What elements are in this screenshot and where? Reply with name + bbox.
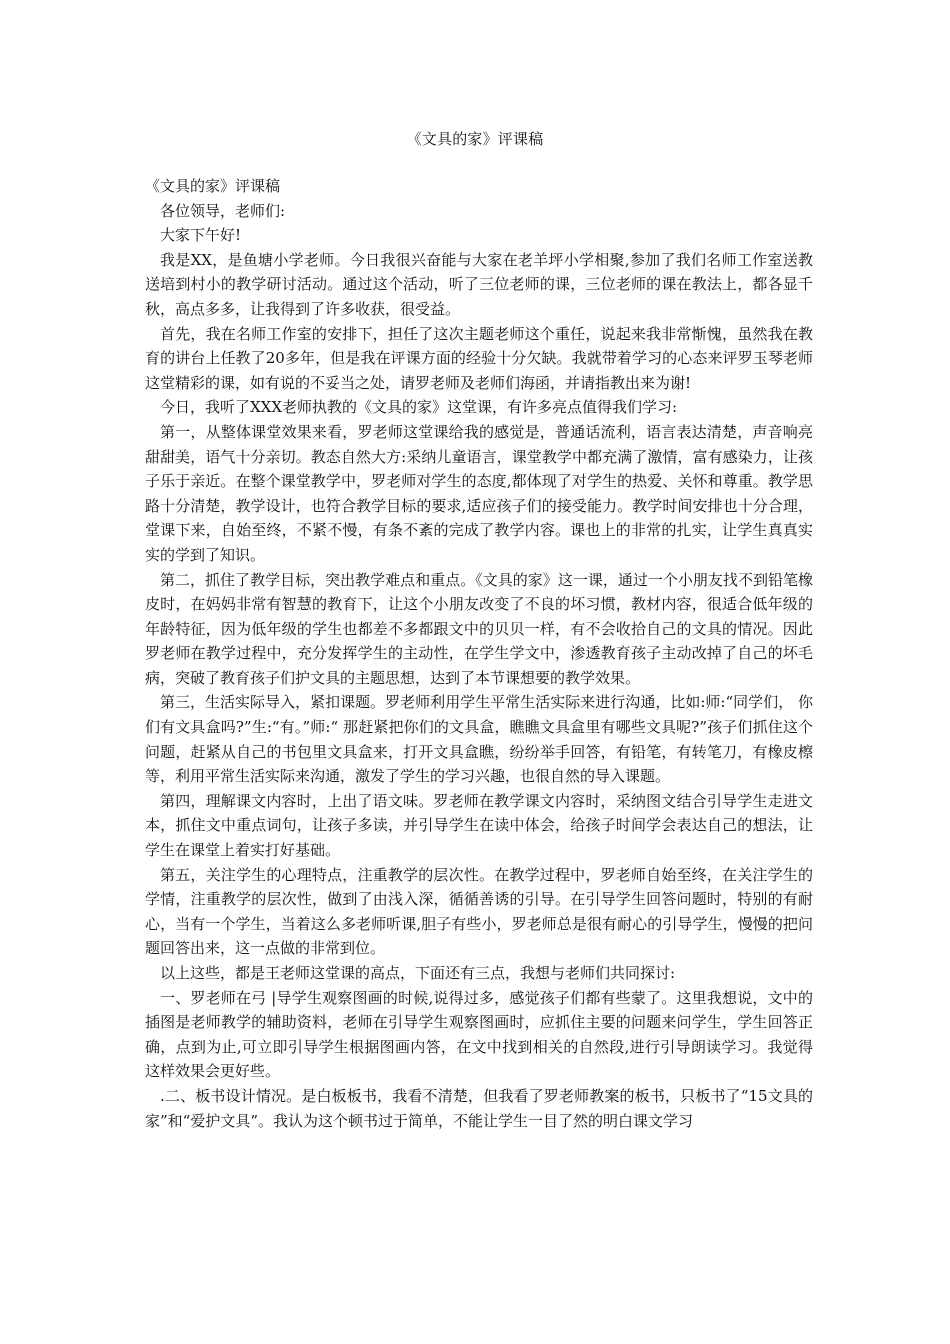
body-paragraph: 第四，理解课文内容时，上出了语文味。罗老师在教学课文内容时，采纳图文结合引导学生走进文本，抓住文中重点词句，让孩子多读，并引导学生在读中体会，给孩子时间学会表达自己的想法，让学生在课堂上着实打好基础。 [145,791,813,860]
body-paragraph: 一、罗老师在弓 |导学生观察图画的时候,说得过多，感觉孩子们都有些蒙了。这里我想说，文中的插图是老师教学的辅助资料，老师在引导学生观察图画时，应抓住主要的问题来问学生，学生回答正确，点到为止,可立即引导学生根据图画内答，在文中找到相关的自然段,进行引导朗读学习。我觉得这样效果会更好些。 [145,988,813,1081]
body-paragraph: 第五，关注学生的心理特点，注重教学的层次性。在教学过程中，罗老师自始至终，在关注学生的学情，注重教学的层次性，做到了由浅入深，循循善诱的引导。在引导学生回答问题时，特别的有耐心，当有一个学生，当着这么多老师听课,胆子有些小，罗老师总是很有耐心的引导学生，慢慢的把问题回答出来，这一点做的非常到位。 [145,865,813,958]
body-paragraph: 以上这些，都是王老师这堂课的高点，下面还有三点，我想与老师们共同探讨: [160,964,676,982]
body-paragraph: .二、板书设计情况。是白板板书，我看不清楚，但我看了罗老师教案的板书，只板书了“15文具的家”和“爱护文具”。我认为这个顿书过于简单，不能让学生一目了然的明白课文学习 [145,1086,813,1130]
body-paragraph: 首先，我在名师工作室的安排下，担任了这次主题老师这个重任，说起来我非常惭愧，虽然我在教育的讲台上任教了20多年，但是我在评课方面的经验十分欠缺。我就带着学习的心态来评罗玉琴老师这堂精彩的课，如有说的不妥当之处，请罗老师及老师们海函，并请指教出来为谢! [145,324,813,392]
body-paragraph: 我是XX，是鱼塘小学老师。今日我很兴奋能与大家在老羊坪小学相聚,参加了我们名师工作室送教送培到村小的教学研讨活动。通过这个活动，听了三位老师的课，三位老师的课在教法上，都各显千秋，高点多多，让我得到了许多收获，很受益。 [145,250,813,318]
body-paragraph: 大家下午好! [160,226,242,245]
document-title: 《文具的家》评课稿 [406,130,544,148]
body-paragraph: 各位领导，老师们: [160,201,286,220]
body-paragraph: 第三，生活实际导入，紧扣课题。罗老师利用学生平常生活实际来进行沟通，比如:师:“同学们， 你们有文具盒吗?”生:“有。”师:“ 那赶紧把你们的文具盒，瞧瞧文具盒里有哪些文具呢?”孩子们抓住这个问题，赶紧从自己的书包里文具盒来，打开文具盒瞧，纷纷举手回答，有铅笔，有转笔刀，有橡皮檫等，利用平常生活实际来沟通，激发了学生的学习兴趣，也很自然的导入课题。 [145,693,813,786]
body-paragraph: 《文具的家》评课稿 [145,177,281,195]
document-body [145,174,813,1133]
body-paragraph: 第一，从整体课堂效果来看，罗老师这堂课给我的感觉是，普通话流利，语言表达清楚，声音响亮甜甜美，语气十分亲切。教态自然大方:采纳儿童语言，课堂教学中都充满了激情，富有感染力，让孩子乐于亲近。在整个课堂教学中，罗老师对学生的态度,都体现了对学生的热爱、关怀和尊重。教学思路十分清楚，教学设计，也符合教学目标的要求,适应孩子们的接受能力。教学时间安排也十分合理，堂课下来，自始至终，不紧不慢，有条不紊的完成了教学内容。课也上的非常的扎实，让学生真真实实的学到了知识。 [145,422,813,564]
body-paragraph: 今日，我听了XXX老师执教的《文具的家》这堂课，有许多亮点值得我们学习: [160,398,678,417]
body-paragraph: 第二，抓住了教学目标，突出教学难点和重点。《文具的家》这一课，通过一个小朋友找不到铅笔橡皮时，在妈妈非常有智慧的教育下，让这个小朋友改变了不良的坏习惯，教材内容，很适合低年级的年龄特征，因为低年级的学生也都差不多都跟文中的贝贝一样，有不会收拾自己的文具的情况。因此罗老师在教学过程中，充分发挥学生的主动性，在学生学文中，渗透教育孩子主动改掉了自己的坏毛病，突破了教育孩子们护文具的主题思想，达到了本节课想要的教学效果。 [145,570,813,687]
